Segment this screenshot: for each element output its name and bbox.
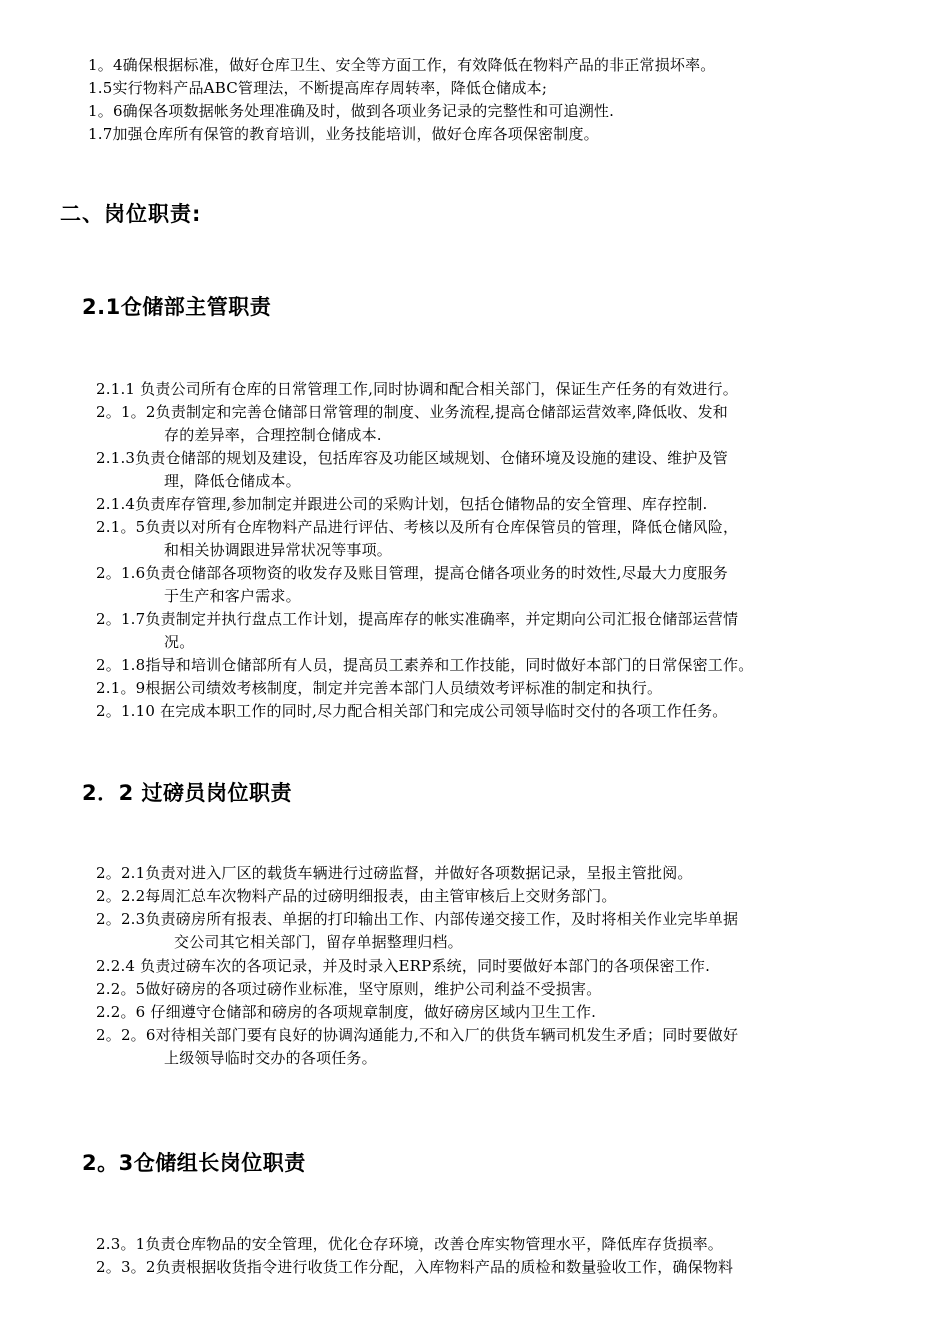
section-2-3-heading: 2。3仓储组长岗位职责 (82, 1151, 306, 1175)
s22-line-continued: 上级领导临时交办的各项任务。 (164, 1049, 377, 1067)
s21-line: 2.1.3负责仓储部的规划及建设，包括库容及功能区域规划、仓储环境及设施的建设、维护及管 (96, 449, 728, 467)
s21-line-continued: 和相关协调跟进异常状况等事项。 (164, 541, 393, 559)
section-2-heading: 二、岗位职责: (60, 202, 202, 226)
s23-line: 2.3。1负责仓库物品的安全管理，优化仓存环境，改善仓库实物管理水平，降低库存货损率。 (96, 1235, 724, 1253)
s21-line: 2.1.1 负责公司所有仓库的日常管理工作,同时协调和配合相关部门，保证生产任务的有效进行。 (96, 380, 738, 398)
section-2-1-heading: 2.1仓储部主管职责 (82, 295, 272, 319)
s22-line: 2。2.3负责磅房所有报表、单据的打印输出工作、内部传递交接工作，及时将相关作业完毕单据 (96, 910, 739, 928)
s22-line: 2。2。6对待相关部门要有良好的协调沟通能力,不和入厂的供货车辆司机发生矛盾；同时要做好 (96, 1026, 739, 1044)
s22-line: 2.2.4 负责过磅车次的各项记录，并及时录入ERP系统，同时要做好本部门的各项保密工作. (96, 957, 711, 975)
s22-line: 2.2。5做好磅房的各项过磅作业标准，坚守原则，维护公司利益不受损害。 (96, 980, 602, 998)
s22-line-continued: 交公司其它相关部门，留存单据整理归档。 (174, 933, 463, 951)
s21-line: 2。1.10 在完成本职工作的同时,尽力配合相关部门和完成公司领导临时交付的各项工作任务。 (96, 702, 728, 720)
s21-line: 2.1。5负责以对所有仓库物料产品进行评估、考核以及所有仓库保管员的管理，降低仓储风险， (96, 518, 739, 536)
s21-line-continued: 存的差异率，合理控制仓储成本. (164, 426, 382, 444)
s22-line: 2。2.2每周汇总车次物料产品的过磅明细报表，由主管审核后上交财务部门。 (96, 887, 617, 905)
intro-line-1-4: 1。4确保根据标准，做好仓库卫生、安全等方面工作，有效降低在物料产品的非正常损坏率。 (88, 56, 716, 74)
s21-line: 2.1.4负责库存管理,参加制定并跟进公司的采购计划，包括仓储物品的安全管理、库存控制. (96, 495, 708, 513)
intro-line-1-5: 1.5实行物料产品ABC管理法，不断提高库存周转率，降低仓储成本; (88, 79, 548, 97)
s22-line: 2.2。6 仔细遵守仓储部和磅房的各项规章制度，做好磅房区域内卫生工作. (96, 1003, 597, 1021)
s21-line: 2.1。9根据公司绩效考核制度，制定并完善本部门人员绩效考评标准的制定和执行。 (96, 679, 663, 697)
s21-line-continued: 况。 (164, 633, 195, 651)
s21-line: 2。1.8指导和培训仓储部所有人员，提高员工素养和工作技能，同时做好本部门的日常保密工作。 (96, 656, 754, 674)
section-2-2-heading: 2．2 过磅员岗位职责 (82, 781, 293, 805)
intro-line-1-7: 1.7加强仓库所有保管的教育培训，业务技能培训，做好仓库各项保密制度。 (88, 125, 599, 143)
s21-line: 2。1.6负责仓储部各项物资的收发存及账目管理，提高仓储各项业务的时效性,尽最大力度服务 (96, 564, 728, 582)
s21-line: 2。1.7负责制定并执行盘点工作计划，提高库存的帐实准确率，并定期向公司汇报仓储部运营情 (96, 610, 739, 628)
s23-line: 2。3。2负责根据收货指令进行收货工作分配，入库物料产品的质检和数量验收工作，确保物料 (96, 1258, 734, 1276)
s21-line-continued: 于生产和客户需求。 (164, 587, 301, 605)
s21-line-continued: 理，降低仓储成本。 (164, 472, 301, 490)
s22-line: 2。2.1负责对进入厂区的载货车辆进行过磅监督，并做好各项数据记录，呈报主管批阅。 (96, 864, 693, 882)
s21-line: 2。1。2负责制定和完善仓储部日常管理的制度、业务流程,提高仓储部运营效率,降低收、发和 (96, 403, 728, 421)
intro-line-1-6: 1。6确保各项数据帐务处理准确及时，做到各项业务记录的完整性和可追溯性. (88, 102, 615, 120)
